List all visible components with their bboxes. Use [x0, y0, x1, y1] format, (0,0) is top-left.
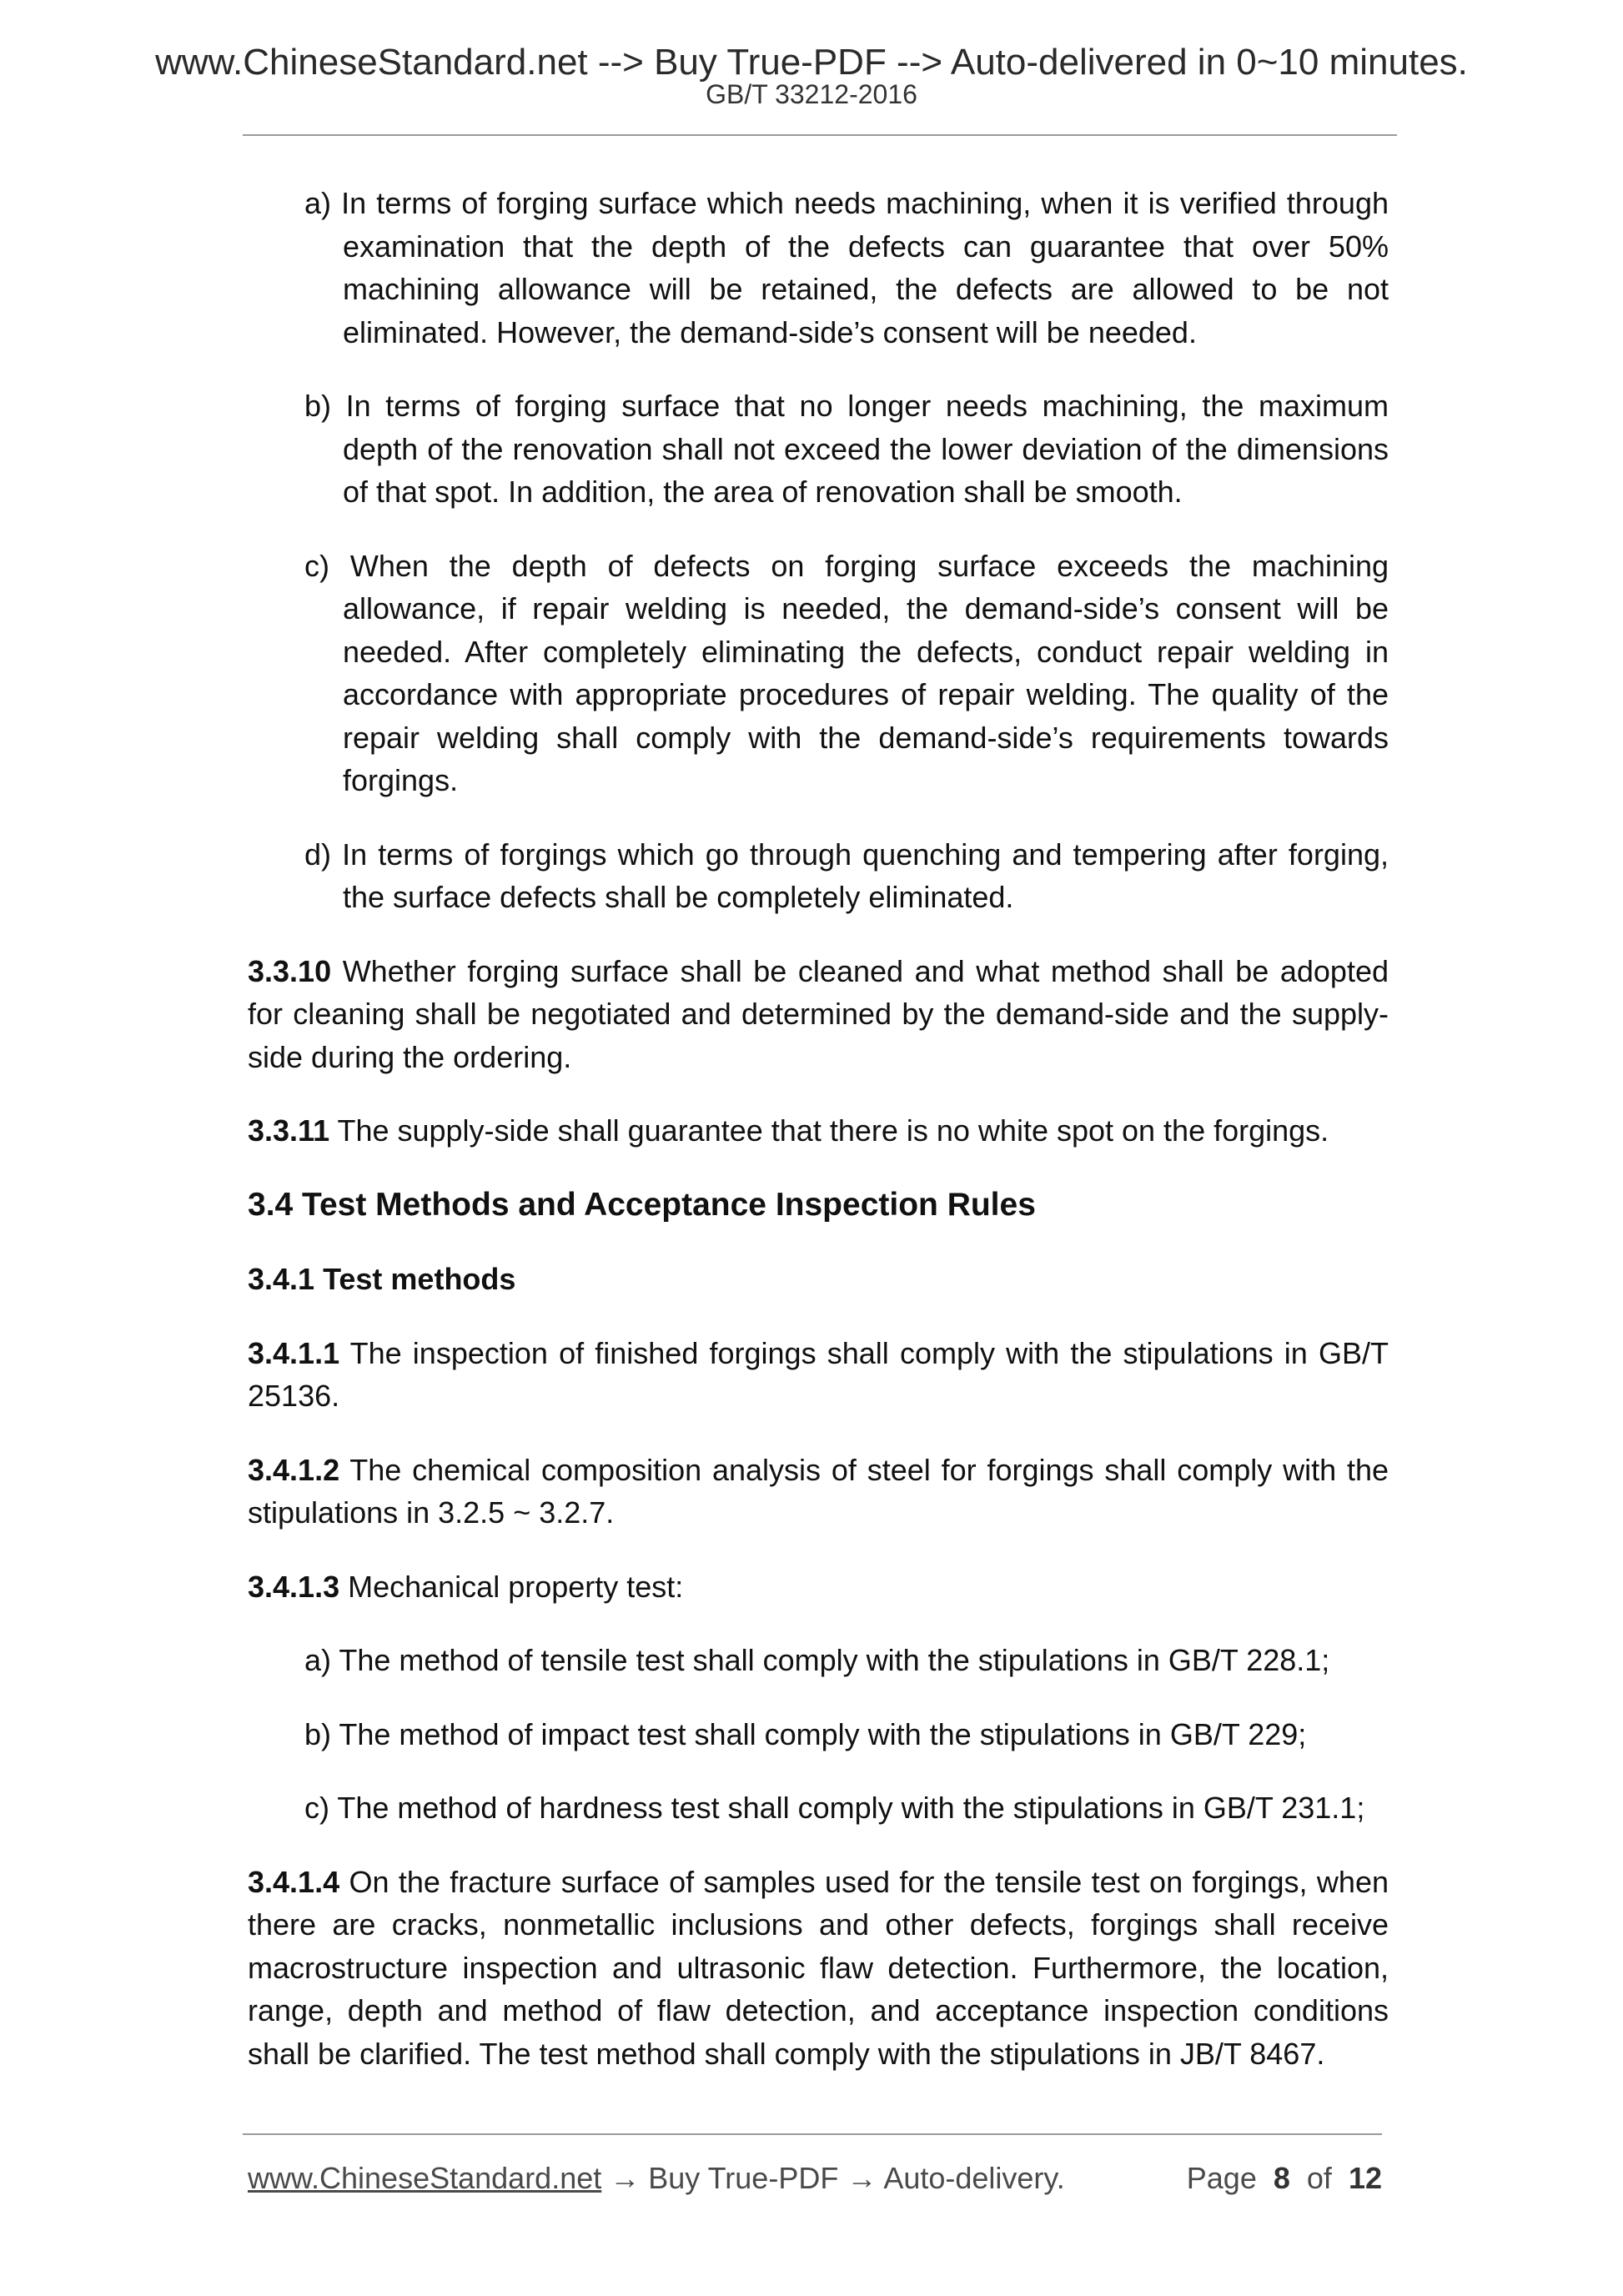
clause-text: The chemical composition analysis of steel for forgings shall comply with the stipulations in 3.2.5 ~ 3.2.7. — [248, 1452, 1389, 1530]
clause-3-4-1-4 — [248, 1861, 1389, 2076]
subsection-heading-3-4-1: 3.4.1 Test methods — [248, 1261, 516, 1296]
page-indicator — [1187, 2157, 1382, 2200]
clause-text: On the fracture surface of samples used for the tensile test on forgings, when there are cracks, nonmetallic inclusions and other defects, forgings shall receive macrostructure inspection and ultrasonic flaw detection. Furthermore, the location, range, depth and method of flaw detection, and acceptance inspection conditions shall be clarified. The test method shall comply with the stipulations in JB/T 8467. — [248, 1864, 1389, 2071]
clause-number: 3.3.10 — [248, 953, 332, 988]
clause-3-3-10 — [248, 950, 1389, 1079]
clause-number: 3.4.1.1 — [248, 1335, 340, 1370]
total-pages-number: 12 — [1348, 2161, 1382, 2195]
header-divider — [243, 134, 1397, 136]
page-label: Page — [1186, 2161, 1257, 2195]
clause-text: The supply-side shall guarantee that there is no white spot on the forgings. — [329, 1113, 1329, 1148]
clause-number: 3.4.1.2 — [248, 1452, 340, 1487]
clause-number: 3.4.1.3 — [248, 1569, 340, 1604]
test-item-c: c) The method of hardness test shall comply with the stipulations in GB/T 231.1; — [304, 1791, 1365, 1825]
clause-text: Mechanical property test: — [339, 1569, 684, 1604]
page-footer — [248, 2157, 1382, 2200]
document-number: GB/T 33212-2016 — [706, 79, 917, 109]
footer-tagline: → Buy True-PDF → Auto-delivery. — [601, 2161, 1065, 2195]
clause-3-4-1-1 — [248, 1332, 1389, 1418]
current-page-number: 8 — [1273, 2161, 1290, 2195]
clause-number: 3.3.11 — [248, 1113, 330, 1148]
list-item-a: a) In terms of forging surface which needs machining, when it is verified through examination that the depth of the defects can guarantee that over 50% machining allowance will be retained, the defects are allowed to be not eliminated. However, the demand-side’s consent will be needed. — [304, 186, 1389, 349]
clause-3-4-1-3 — [248, 1565, 1389, 1609]
footer-site-link[interactable]: www.ChineseStandard.net — [248, 2161, 602, 2195]
test-item-a: a) The method of tensile test shall comply with the stipulations in GB/T 228.1; — [304, 1643, 1330, 1677]
list-item-d: d) In terms of forgings which go through quenching and tempering after forging, the surface defects shall be completely eliminated. — [304, 837, 1389, 914]
clause-3-3-11 — [248, 1109, 1389, 1153]
clause-3-4-1-2 — [248, 1449, 1389, 1535]
site-banner: www.ChineseStandard.net --> Buy True-PDF --> Auto-delivered in 0~10 minutes. — [155, 42, 1468, 83]
list-item-b: b) In terms of forging surface that no longer needs machining, the maximum depth of the renovation shall not exceed the lower deviation of the dimensions of that spot. In addition, the area of renovation shall be smooth. — [304, 389, 1389, 509]
section-heading-3-4: 3.4 Test Methods and Acceptance Inspection Rules — [248, 1186, 1036, 1223]
clause-number: 3.4.1.4 — [248, 1864, 340, 1899]
of-label: of — [1306, 2161, 1332, 2195]
test-item-b: b) The method of impact test shall comply with the stipulations in GB/T 229; — [304, 1716, 1307, 1751]
footer-divider — [243, 2133, 1382, 2135]
clause-text: Whether forging surface shall be cleaned and what method shall be adopted for cleaning shall be negotiated and determined by the demand-side and the supply-side during the ordering. — [248, 953, 1389, 1074]
list-item-c: c) When the depth of defects on forging surface exceeds the machining allowance, if repair welding is needed, the demand-side’s consent will be needed. After completely eliminating the defects, conduct repair welding in accordance with appropriate procedures of repair welding. The quality of the repair welding shall comply with the demand-side’s requirements towards forgings. — [304, 548, 1389, 797]
footer-promo — [248, 2157, 1065, 2200]
clause-text: The inspection of finished forgings shall comply with the stipulations in GB/T 25136. — [248, 1335, 1389, 1413]
page-content — [248, 182, 1389, 2106]
